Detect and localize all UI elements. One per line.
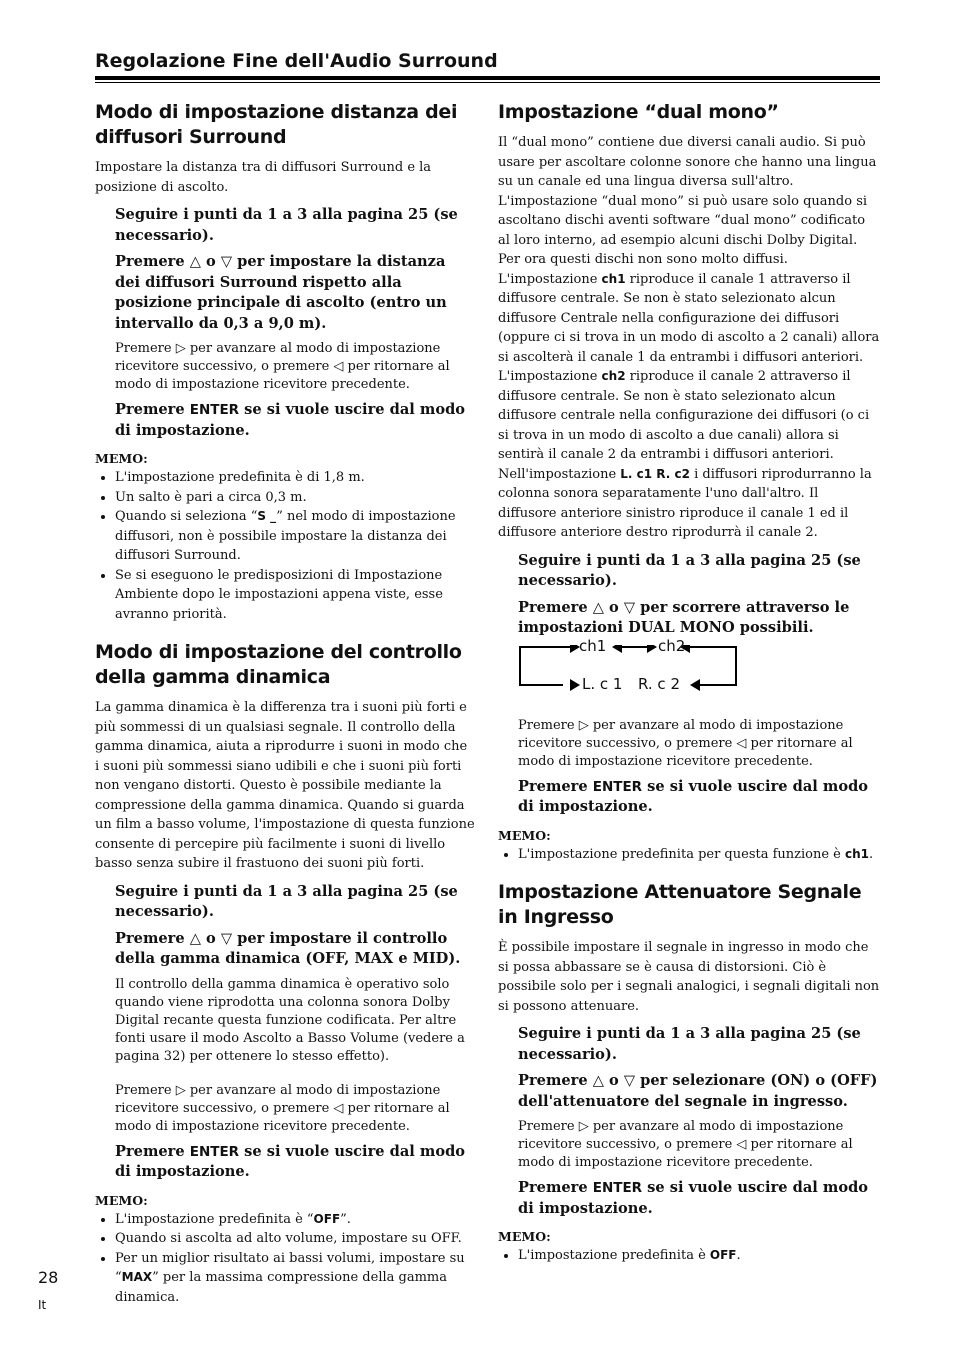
step-2: Premere △ o ▽ per scorrere attraverso le impostazioni DUAL MONO possibili. — [518, 598, 850, 636]
step-text: Premere — [115, 401, 190, 418]
step-text: Premere — [518, 1179, 593, 1196]
step-note: Il controllo della gamma dinamica è operativo solo quando viene riprodotta una colonna sonora Dolby Digital recante questa funzione codificata. Per altre fonti usare il modo Ascolto a Basso Volume (vedere a pagina 32) per ottenere lo stesso effetto). — [115, 976, 465, 1064]
diagram-label-lc1: L. c 1 — [582, 674, 623, 693]
step-1: Seguire i punti da 1 a 3 alla pagina 25 (se necessario). — [518, 1025, 861, 1063]
step-text: se si vuole uscire dal modo di impostazione. — [115, 1142, 466, 1180]
language-code: It — [38, 1298, 47, 1312]
step-2: Premere △ o ▽ per impostare la distanza dei diffusori Surround rispetto alla posizione principale di ascolto (entro un intervallo da 0,3 a 9,0 m). — [115, 253, 447, 332]
memo-item — [115, 1210, 475, 1230]
diagram-label-rc2: R. c 2 — [638, 674, 680, 693]
header-rule-thick — [95, 76, 880, 80]
arrow-head — [647, 645, 657, 653]
diagram-label-ch1: ch1 — [579, 636, 607, 655]
display-code: ch1 — [601, 271, 626, 286]
memo-item — [115, 507, 475, 566]
step-text: se si vuole uscire dal modo di impostazione. — [115, 401, 466, 439]
step-1: Seguire i punti da 1 a 3 alla pagina 25 (se necessario). — [115, 206, 458, 244]
memo-heading: MEMO: — [498, 827, 551, 843]
left-column — [95, 100, 475, 1307]
display-code: MAX — [121, 1270, 153, 1284]
memo-text: . — [736, 1248, 741, 1263]
display-code: OFF — [313, 1211, 341, 1226]
step-2: Premere △ o ▽ per selezionare (ON) o (OFF) dell'attenuatore del segnale in ingresso. — [518, 1072, 878, 1110]
step-2: Premere △ o ▽ per impostare il controllo della gamma dinamica (OFF, MAX e MID). — [115, 929, 461, 967]
memo-text: ” nel modo di impostazione diffusori, non è possibile impostare la distanza dei diffusori Surround. — [115, 509, 456, 563]
memo-heading: MEMO: — [498, 1229, 551, 1244]
paragraph: È possibile impostare il segnale in ingresso in modo che si possa abbassare se è causa di distorsioni. Ciò è possibile solo per i segnali analogici, i segnali digitali non si possono attenuare. — [498, 940, 880, 1014]
page-header-title: Regolazione Fine dell'Audio Surround — [95, 50, 498, 72]
memo-item: • Un salto è pari a circa 0,3 m. — [115, 488, 475, 508]
section-title-input-attenuator: Impostazione Attenuatore Segnale in Ingresso — [498, 881, 862, 928]
memo-item: • Quando si ascolta ad alto volume, impostare su OFF. — [115, 1229, 475, 1249]
diagram-label-ch2: ch2 — [658, 636, 686, 655]
step-3 — [115, 400, 475, 441]
arrow-right-loop — [690, 647, 736, 685]
memo-text: ” per la massima compressione della gamma dinamica. — [115, 1270, 447, 1305]
arrow-left-loop — [520, 647, 570, 685]
memo-heading: MEMO: — [95, 451, 148, 466]
memo-item: • L'impostazione predefinita è di 1,8 m. — [115, 468, 475, 488]
enter-key-label: ENTER — [189, 1143, 240, 1160]
enter-key-label: ENTER — [592, 778, 643, 795]
step-note: Premere ▷ per avanzare al modo di impostazione ricevitore successivo, o premere ◁ per ritornare al modo di impostazione ricevitore precedente. — [115, 341, 450, 392]
paragraph-text: riproduce il canale 1 attraverso il diffusore centrale. Se non è stato selezionato alcun diffusore Centrale nella configurazione dei diffusori (oppure ci si trova in un modo di ascolto a 2 canali) allora si ascolterà il canale 1 da entrambi i diffusori anteriori. L'impostazione — [498, 271, 880, 384]
dual-mono-cycle-diagram — [518, 636, 880, 711]
memo-list — [498, 1246, 880, 1266]
section-title-dual-mono: Impostazione “dual mono” — [498, 101, 779, 123]
display-code: ch1 — [845, 846, 870, 861]
paragraph: Impostare la distanza tra di diffusori Surround e la posizione di ascolto. — [95, 160, 432, 195]
step-note: Premere ▷ per avanzare al modo di impostazione ricevitore successivo, o premere ◁ per ritornare al modo di impostazione ricevitore precedente. — [115, 1082, 450, 1134]
display-code: L. c1 R. c2 — [620, 466, 690, 481]
step-note: Premere ▷ per avanzare al modo di impostazione ricevitore successivo, o premere ◁ per ritornare al modo di impostazione ricevitore precedente. — [518, 717, 853, 769]
paragraph-text: i diffusori riprodurranno la colonna sonora separatamente l'uno dall'altro. Il diffusore anteriore sinistro riproduce il canale 1 ed il diffusore anteriore destro riprodurrà il canale 2. — [498, 466, 872, 540]
memo-text: . — [869, 846, 874, 862]
step-text: se si vuole uscire dal modo di impostazione. — [518, 777, 869, 815]
memo-item — [518, 845, 880, 865]
step-note: Premere ▷ per avanzare al modo di impostazione ricevitore successivo, o premere ◁ per ritornare al modo di impostazione ricevitore precedente. — [518, 1119, 853, 1170]
memo-text: L'impostazione predefinita per questa funzione è — [518, 846, 846, 862]
memo-heading: MEMO: — [95, 1192, 148, 1208]
memo-text: L'impostazione predefinita è “ — [115, 1211, 314, 1227]
memo-text: Quando si seleziona “ — [115, 509, 258, 524]
arrow-head — [570, 679, 580, 691]
memo-item — [518, 1246, 880, 1266]
step-text: Premere — [518, 777, 593, 795]
display-code: S _ — [257, 509, 277, 523]
step-1: Seguire i punti da 1 a 3 alla pagina 25 (se necessario). — [518, 551, 861, 589]
arrow-head — [612, 645, 622, 653]
section-title-surround-distance: Modo di impostazione distanza dei diffusori Surround — [95, 101, 458, 148]
page-number: 28 — [38, 1268, 59, 1287]
paragraph: La gamma dinamica è la differenza tra i suoni più forti e più sommessi di un qualsiasi segnale. Il controllo della gamma dinamica, aiuta a riprodurre i suoni in modo che i suoni più sommessi siano udibili e che i suoni più forti non vengano distorti. Questo è possibile mediante la compressione della gamma dinamica. Quando si guarda un film a basso volume, l'impostazione di questa funzione consente di percepire più facilmente i suoni di livello basso senza subire il frastuono dei suoni più forti. — [95, 700, 475, 871]
arrow-head — [690, 679, 700, 691]
right-column — [498, 100, 880, 1266]
step-3 — [518, 1178, 880, 1219]
memo-item — [115, 1249, 475, 1308]
memo-text: Per un miglior risultato ai bassi volumi, impostare su “ — [115, 1250, 465, 1285]
memo-list — [95, 468, 475, 624]
memo-text: ”. — [340, 1211, 351, 1227]
section-title-dynamic-range: Modo di impostazione del controllo della gamma dinamica — [95, 641, 462, 688]
memo-text: L'impostazione predefinita è — [518, 1248, 710, 1263]
paragraph-text: riproduce il canale 2 attraverso il diffusore centrale. Se non è stato selezionato alcun diffusore centrale nella configurazione dei diffusori (o ci si trova in un modo di ascolto a due canali) allora si sentirà il canale 2 da entrambi i diffusori anteriori. Nell'impostazione — [498, 369, 870, 482]
enter-key-label: ENTER — [189, 402, 240, 418]
header-rule-thin — [95, 82, 880, 83]
step-3 — [115, 1142, 475, 1183]
step-text: Premere — [115, 1142, 190, 1160]
paragraph — [498, 133, 880, 543]
display-code: ch2 — [601, 369, 626, 383]
step-text: se si vuole uscire dal modo di impostazione. — [518, 1179, 869, 1217]
display-code: OFF — [709, 1248, 737, 1262]
memo-item: • Se si eseguono le predisposizioni di Impostazione Ambiente dopo le impostazioni appena viste, esse avranno priorità. — [115, 566, 475, 625]
memo-list — [95, 1210, 475, 1308]
paragraph-text: Il “dual mono” contiene due diversi canali audio. Si può usare per ascoltare colonne sonore che hanno una lingua su un canale ed una lingua diversa sull'altro. L'impostazione “dual mono” si può usare solo quando si ascoltano dischi aventi software “dual mono” codificato al loro interno, ad esempio alcuni dischi Dolby Digital. Per ora questi dischi non sono molto diffusi. L'impostazione — [498, 135, 877, 287]
step-1: Seguire i punti da 1 a 3 alla pagina 25 (se necessario). — [115, 882, 458, 920]
step-3 — [518, 777, 880, 818]
memo-list — [498, 845, 880, 865]
enter-key-label: ENTER — [592, 1180, 643, 1196]
